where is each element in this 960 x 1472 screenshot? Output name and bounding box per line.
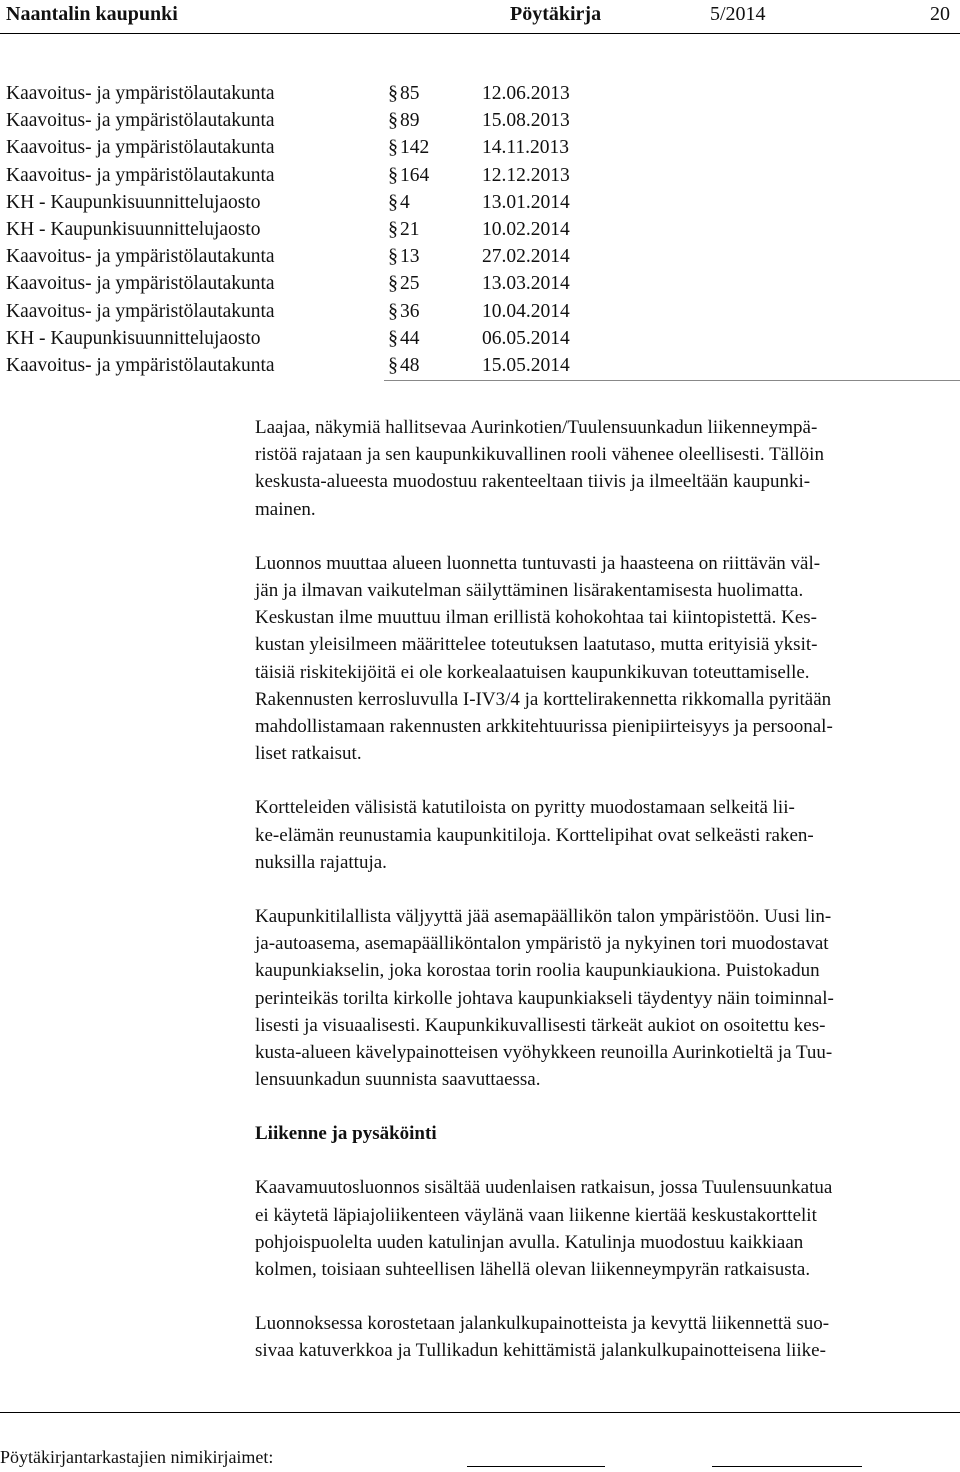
meeting-date: 12.06.2013 [482,83,570,104]
page-header [0,0,960,34]
meeting-body: Kaavoitus- ja ympäristölautakunta [6,354,275,376]
section-heading: Liikenne ja pysäköinti [255,1123,437,1145]
meeting-list-divider [384,380,960,381]
text-line: ei käytetä läpiajoliikenteen väylänä vaan liikenne kiertää keskustakorttelit [255,1204,817,1226]
meeting-body: KH - Kaupunkisuunnittelujaosto [6,218,261,240]
meeting-body: Kaavoitus- ja ympäristölautakunta [6,83,275,104]
meeting-body: KH - Kaupunkisuunnittelujaosto [6,327,261,349]
section-number: 164 [400,164,430,186]
section-number: 85 [400,83,420,104]
meeting-row [0,134,960,161]
section-symbol: § [388,163,398,186]
text-line: lensuunkadun suunnista saavuttaessa. [255,1069,541,1091]
meeting-date: 13.01.2014 [482,191,570,213]
meeting-row [0,325,960,352]
footer-initials-label: Pöytäkirjantarkastajien nimikirjaimet: [0,1447,274,1467]
meeting-date: 06.05.2014 [482,327,570,349]
text-line: Luonnoksessa korostetaan jalankulkupainotteista ja kevyttä liikennettä suo- [255,1313,830,1335]
initials-line-1 [467,1466,605,1467]
text-line: sivaa katuverkkoa ja Tullikadun kehittämistä jalankulkupainotteisena liike- [255,1340,826,1362]
meeting-row [0,162,960,189]
paragraph [255,1174,960,1283]
section-symbol: § [388,272,398,295]
text-line: jän ja ilmavan vaikutelman säilyttäminen lisärakentamisesta huolimatta. [255,580,804,602]
text-line: perinteikäs torilta kirkolle johtava kaupunkiakseli täydentyy näin toiminnal- [255,987,834,1009]
text-line: kaupunkiakselin, joka korostaa torin roolia kaupunkiaukiona. Puistokadun [255,960,820,982]
document-type: Pöytäkirja [510,3,602,25]
page-number: 20 [930,3,950,25]
text-line: liset ratkaisut. [255,743,362,765]
meeting-history-list [0,80,960,379]
text-line: nuksilla rajattuja. [255,851,387,873]
meeting-date: 27.02.2014 [482,246,570,268]
meeting-row [0,107,960,134]
meeting-date: 10.04.2014 [482,300,570,322]
text-line: kustan yleisilmeen määrittelee toteutuksen laatutaso, mutta erityisiä yksit- [255,634,818,656]
text-line: Kaavamuutosluonnos sisältää uudenlaisen ratkaisun, jossa Tuulensuunkatua [255,1177,833,1199]
section-number: 89 [400,110,420,132]
issue-number: 5/2014 [710,3,766,25]
section-number: 48 [400,354,420,376]
meeting-date: 12.12.2013 [482,164,570,186]
meeting-date: 15.08.2013 [482,110,570,132]
meeting-body: KH - Kaupunkisuunnittelujaosto [6,191,261,213]
meeting-row [0,298,960,325]
section-symbol: § [388,190,398,213]
text-line: ja-autoasema, asemapäälliköntalon ympäristö ja nykyinen tori muodostavat [255,933,829,955]
meeting-body: Kaavoitus- ja ympäristölautakunta [6,273,275,295]
meeting-row [0,352,960,379]
section-number: 44 [400,327,420,349]
initials-line-2 [712,1466,862,1467]
section-symbol: § [388,82,398,104]
text-line: Keskustan ilme muuttuu ilman erillistä kohokohtaa tai kiintopistettä. Kes- [255,607,817,629]
text-line: Rakennusten kerrosluvulla I-IV3/4 ja korttelirakennetta rikkomalla pyritään [255,688,832,710]
meeting-row [0,216,960,243]
meeting-date: 15.05.2014 [482,354,570,376]
paragraph [255,1310,960,1364]
text-line: mainen. [255,498,316,520]
section-symbol: § [388,217,398,240]
meeting-row [0,270,960,297]
paragraph [255,794,960,876]
text-line: Kortteleiden välisistä katutiloista on pyritty muodostamaan selkeitä lii- [255,797,795,819]
meeting-date: 13.03.2014 [482,273,570,295]
section-number: 4 [400,191,410,213]
text-line: Luonnos muuttaa alueen luonnetta tuntuvasti ja haasteena on riittävän väl- [255,552,821,574]
section-number: 142 [400,137,430,159]
meeting-date: 10.02.2014 [482,218,570,240]
text-line: ristöä rajataan ja sen kaupunkikuvallinen rooli vähenee oleellisesti. Tällöin [255,444,824,466]
meeting-row [0,243,960,270]
meeting-row [0,189,960,216]
meeting-date: 14.11.2013 [482,137,570,159]
section-symbol: § [388,245,398,268]
section-number: 25 [400,273,420,295]
section-symbol: § [388,353,398,376]
organization-name: Naantalin kaupunki [6,3,178,25]
section-number: 36 [400,300,420,322]
section-number: 21 [400,218,420,240]
text-line: täisiä riskitekijöitä ei ole korkealaatuisen kaupunkikuvan toteuttamiselle. [255,661,810,683]
text-line: lisesti ja visuaalisesti. Kaupunkikuvallisesti tärkeät aukiot on osoitettu kes- [255,1014,826,1036]
meeting-body: Kaavoitus- ja ympäristölautakunta [6,110,275,132]
text-line: kusta-alueen kävelypainotteisen vyöhykkeen reunoilla Aurinkotieltä ja Tuu- [255,1042,833,1064]
paragraph [255,550,960,768]
minutes-body [255,414,960,1392]
meeting-body: Kaavoitus- ja ympäristölautakunta [6,246,275,268]
text-line: kolmen, toisiaan suhteellisen lähellä olevan liikenneympyrän ratkaisusta. [255,1259,811,1281]
meeting-body: Kaavoitus- ja ympäristölautakunta [6,164,275,186]
section-symbol: § [388,299,398,322]
section-symbol: § [388,109,398,132]
section-number: 13 [400,246,420,268]
meeting-body: Kaavoitus- ja ympäristölautakunta [6,300,275,322]
section-symbol: § [388,136,398,159]
text-line: Kaupunkitilallista väljyyttä jää asemapäällikön talon ympäristöön. Uusi lin- [255,906,832,928]
footer-divider [0,1412,960,1413]
meeting-row [0,80,960,107]
paragraph [255,414,960,523]
text-line: ke-elämän reunustamia kaupunkitiloja. Korttelipihat ovat selkeästi raken- [255,824,814,846]
text-line: Laajaa, näkymiä hallitsevaa Aurinkotien/Tuulensuunkadun liikenneympä- [255,417,818,438]
meeting-body: Kaavoitus- ja ympäristölautakunta [6,137,275,159]
section-symbol: § [388,326,398,349]
paragraph [255,903,960,1093]
text-line: keskusta-alueesta muodostuu rakenteeltaan tiivis ja ilmeeltään kaupunki- [255,471,811,493]
text-line: pohjoispuolelta uuden katulinjan avulla. Katulinja muodostuu kaikkiaan [255,1231,804,1253]
text-line: mahdollistamaan rakennusten arkkitehtuurissa pienipiirteisyys ja persoonal- [255,716,833,738]
